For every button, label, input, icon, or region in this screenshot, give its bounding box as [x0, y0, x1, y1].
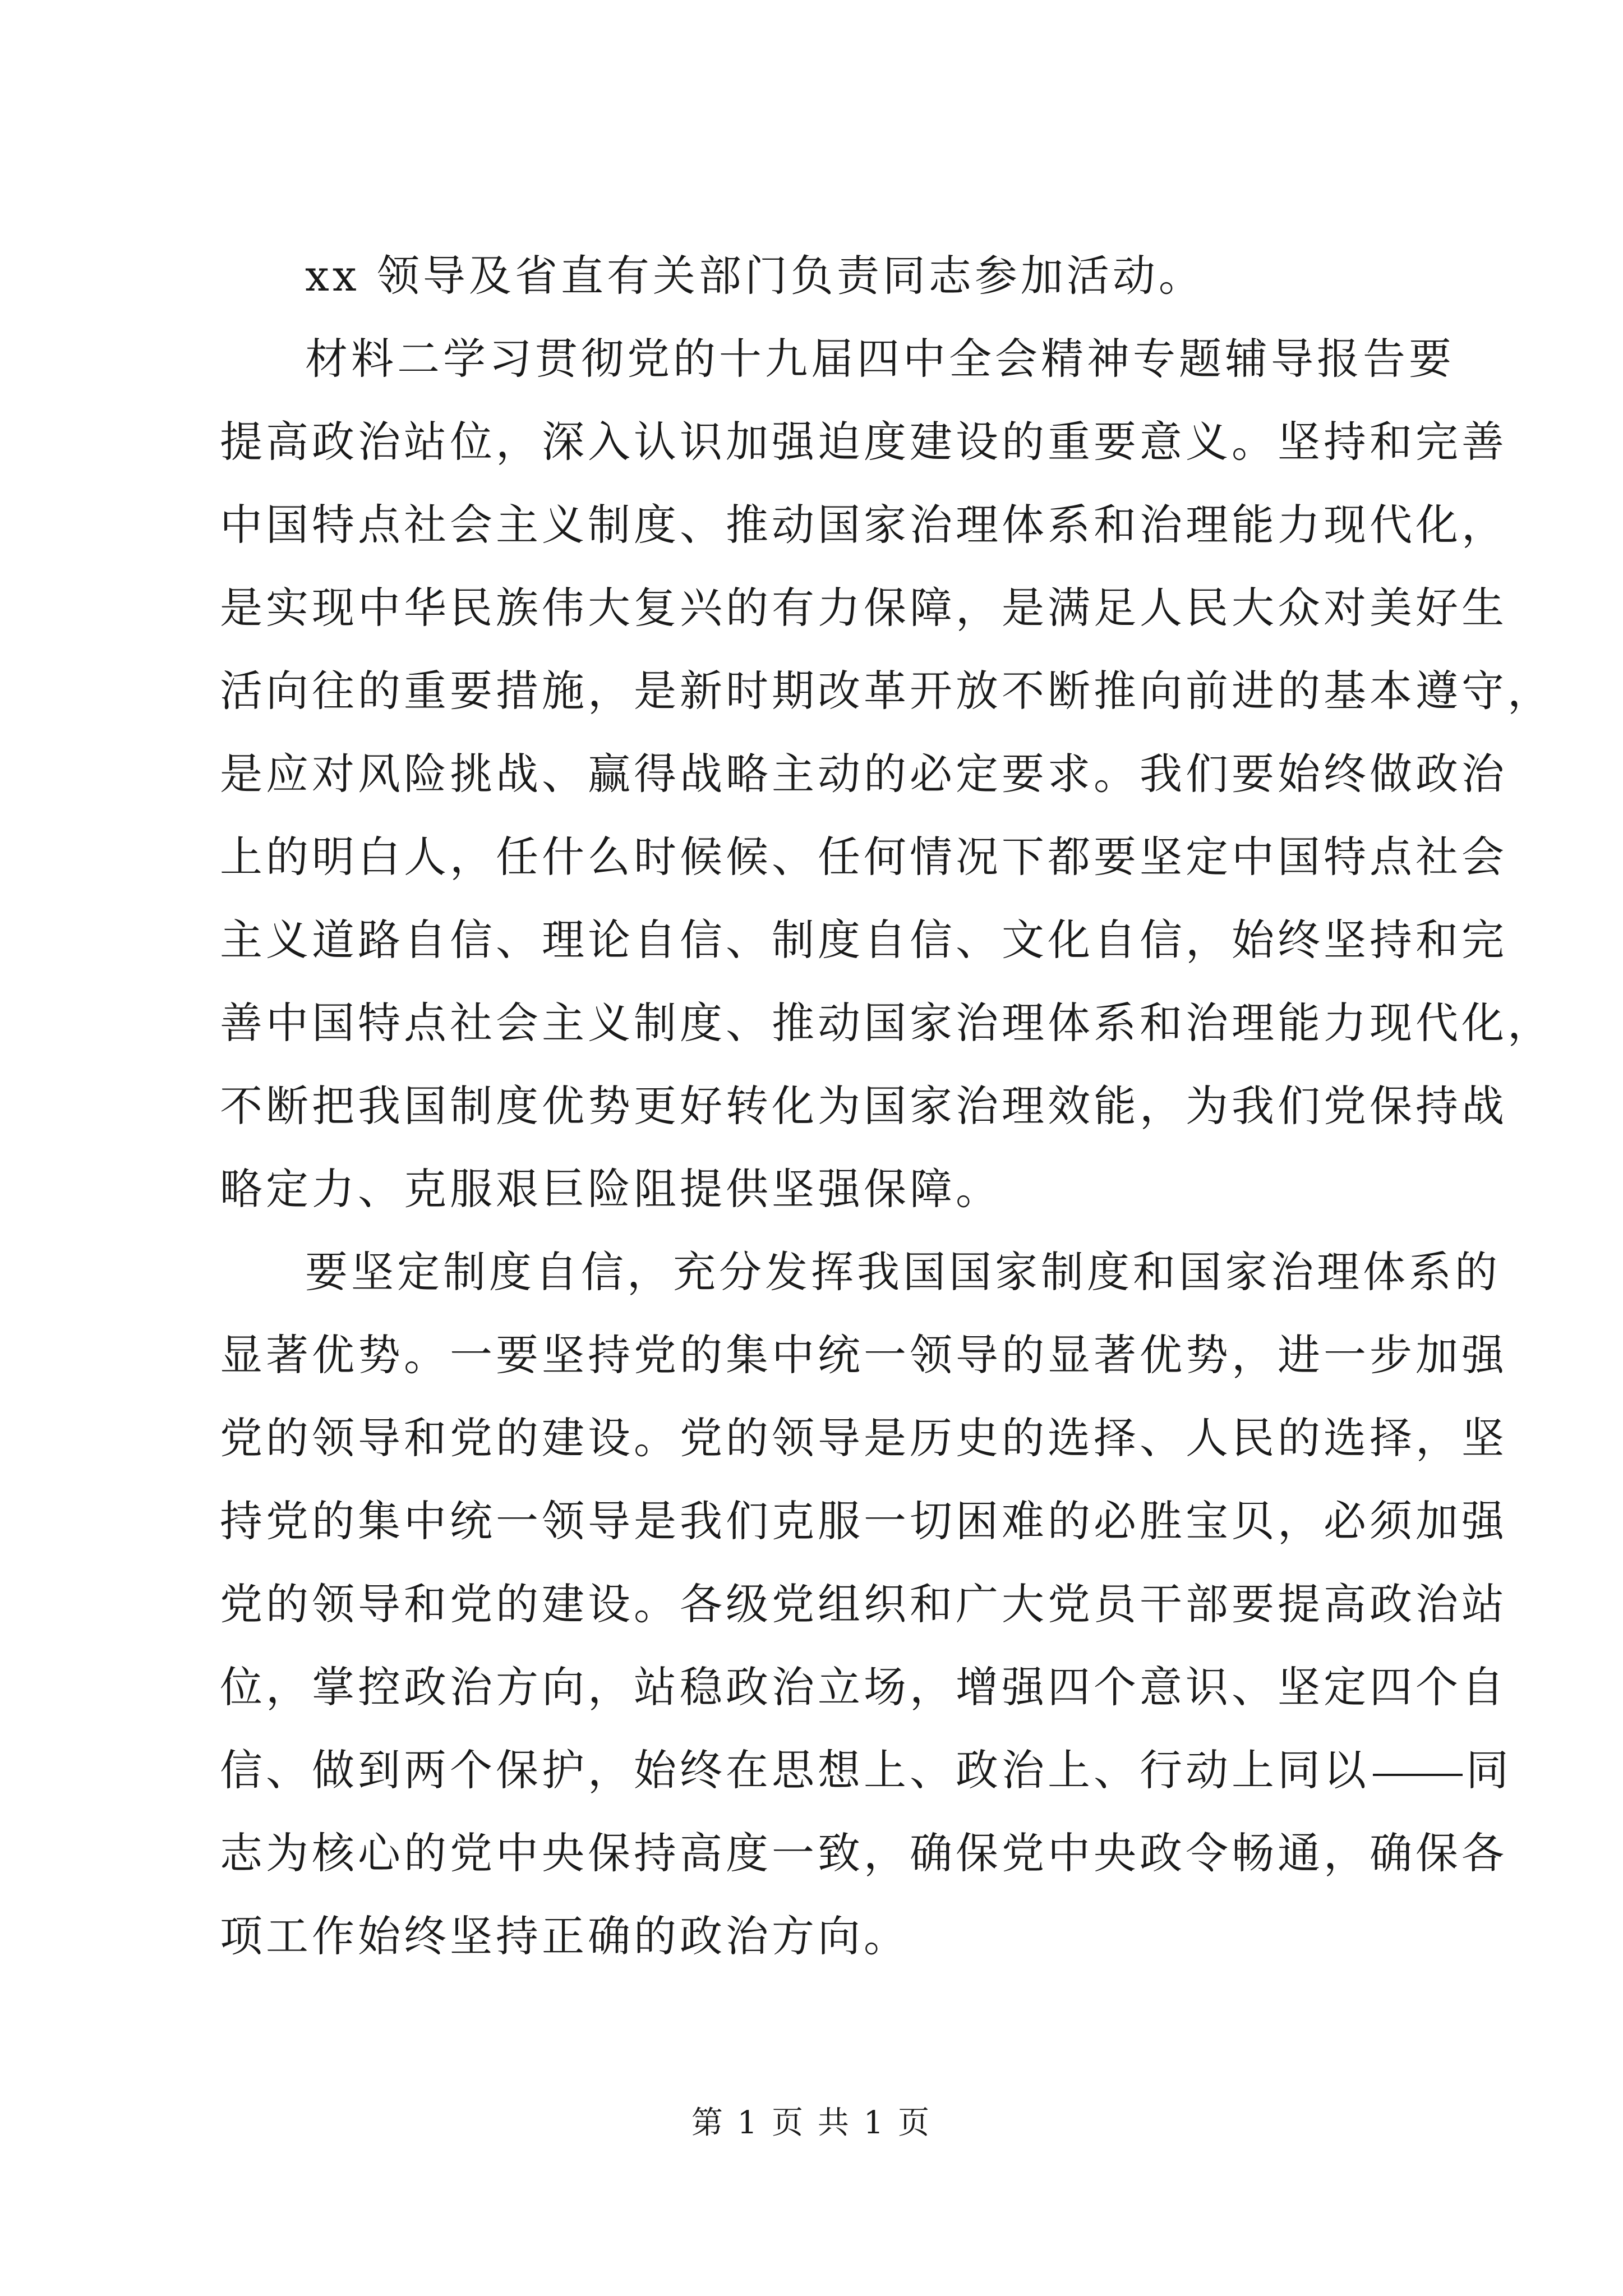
text-line [220, 1729, 1512, 1812]
paragraph-material-two [220, 318, 1553, 1231]
text-line: 材料二学习贯彻党的十九届四中全会精神专题辅导报告要 [305, 334, 1455, 384]
text-line: 主义道路自信、理论自信、制度自信、文化自信，始终坚持和完 [220, 915, 1507, 965]
text-line: 项工作始终坚持正确的政治方向。 [220, 1911, 910, 1961]
text-line: 略定力、克服艰巨险阻提供坚强保障。 [220, 1164, 1002, 1214]
text-line: 党的领导和党的建设。党的领导是历史的选择、人民的选择，坚 [220, 1413, 1507, 1463]
text-line: 上的明白人，任什么时候候、任何情况下都要坚定中国特点社会 [220, 832, 1507, 882]
text-segment: 信、做到两个保护，始终在思想上、政治上、行动上同以 [220, 1745, 1370, 1795]
text-segment: 同 [1466, 1745, 1512, 1795]
text-line: 持党的集中统一领导是我们克服一切困难的必胜宝贝，必须加强 [220, 1496, 1507, 1546]
text-line: 是应对风险挑战、赢得战略主动的必定要求。我们要始终做政治 [220, 749, 1507, 799]
text-line: 活向往的重要措施，是新时期改革开放不断推向前进的基本遵守， [220, 666, 1553, 716]
text-line: 要坚定制度自信，充分发挥我国国家制度和国家治理体系的 [305, 1247, 1501, 1297]
text-line: 志为核心的党中央保持高度一致，确保党中央政令畅通，确保各 [220, 1828, 1507, 1878]
page-number-footer: 第 1 页 共 1 页 [691, 2105, 932, 2141]
text-line: 不断把我国制度优势更好转化为国家治理效能，为我们党保持战 [220, 1081, 1507, 1131]
paragraph-attendees [220, 234, 1403, 318]
paragraph-institutional-confidence [220, 1231, 1512, 1978]
text-line: 党的领导和党的建设。各级党组织和广大党员干部要提高政治站 [220, 1579, 1507, 1629]
document-body [220, 234, 1553, 1978]
text-line: 是实现中华民族伟大复兴的有力保障，是满足人民大众对美好生 [220, 583, 1507, 633]
text-line: 位，掌控政治方向，站稳政治立场，增强四个意识、坚定四个自 [220, 1662, 1507, 1712]
text-line: 提高政治站位，深入认识加强迫度建设的重要意义。坚持和完善 [220, 417, 1507, 467]
text-line: 善中国特点社会主义制度、推动国家治理体系和治理能力现代化， [220, 998, 1553, 1048]
text-line: 显著优势。一要坚持党的集中统一领导的显著优势，进一步加强 [220, 1330, 1507, 1380]
text-line: xx 领导及省直有关部门负责同志参加活动。 [305, 251, 1205, 301]
blank-underline [1373, 1772, 1463, 1776]
text-line: 中国特点社会主义制度、推动国家治理体系和治理能力现代化， [220, 500, 1507, 550]
